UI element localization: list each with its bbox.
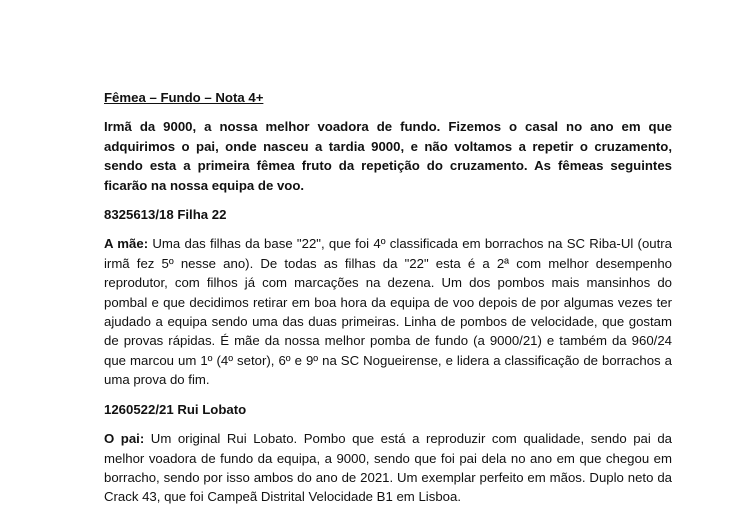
dam-ring-id: 8325613/18 Filha 22 — [104, 207, 227, 223]
sire-ring-id: 1260522/21 Rui Lobato — [104, 401, 247, 417]
document-body — [104, 88, 672, 517]
document-title: Fêmea – Fundo – Nota 4+ — [104, 90, 264, 105]
dam-label: A mãe: — [104, 236, 149, 252]
sire-description: Um original Rui Lobato. Pombo que está a reproduzir com qualidade, sendo pai da melhor voadora de fundo da equipa, a 9000, sendo que foi pai dela no ano em que chegou em borracho, sendo por isso ambos do ano de 2021. Um exemplar perfeito em mãos. Duplo neto da Crack 43, que foi Campeã Distrital Velocidade B1 em Lisboa. — [104, 431, 672, 505]
sire-paragraph — [104, 429, 672, 507]
dam-paragraph — [104, 234, 672, 389]
intro-paragraph: Irmã da 9000, a nossa melhor voadora de fundo. Fizemos o casal no ano em que adquirimos o pai, onde nasceu a tardia 9000, e não voltamos a repetir o cruzamento, sendo esta a primeira fêmea fruto da repetição do cruzamento. As fêmeas seguintes ficarão na nossa equipa de voo. — [104, 119, 672, 193]
dam-description: Uma das filhas da base "22", que foi 4º classificada em borrachos na SC Riba-Ul (outra irmã fez 5º nesse ano). De todas as filhas da "22" esta é a 2ª com melhor desempenho reprodutor, com filhos já com marcações na dezena. Um dos pombos mais mansinhos do pombal e que decidimos retirar em boa hora da equipa de voo depois de por algumas vezes ter ajudado a equipa sendo uma das duas primeiras. Linha de pombos de velocidade, que gostam de provas rápidas. É mãe da nossa melhor pomba de fundo (a 9000/21) e também da 960/24 que marcou um 1º (4º setor), 6º e 9º na SC Nogueirense, e lidera a classificação de borrachos a uma prova do fim. — [104, 236, 673, 388]
sire-label: O pai: — [104, 431, 145, 447]
